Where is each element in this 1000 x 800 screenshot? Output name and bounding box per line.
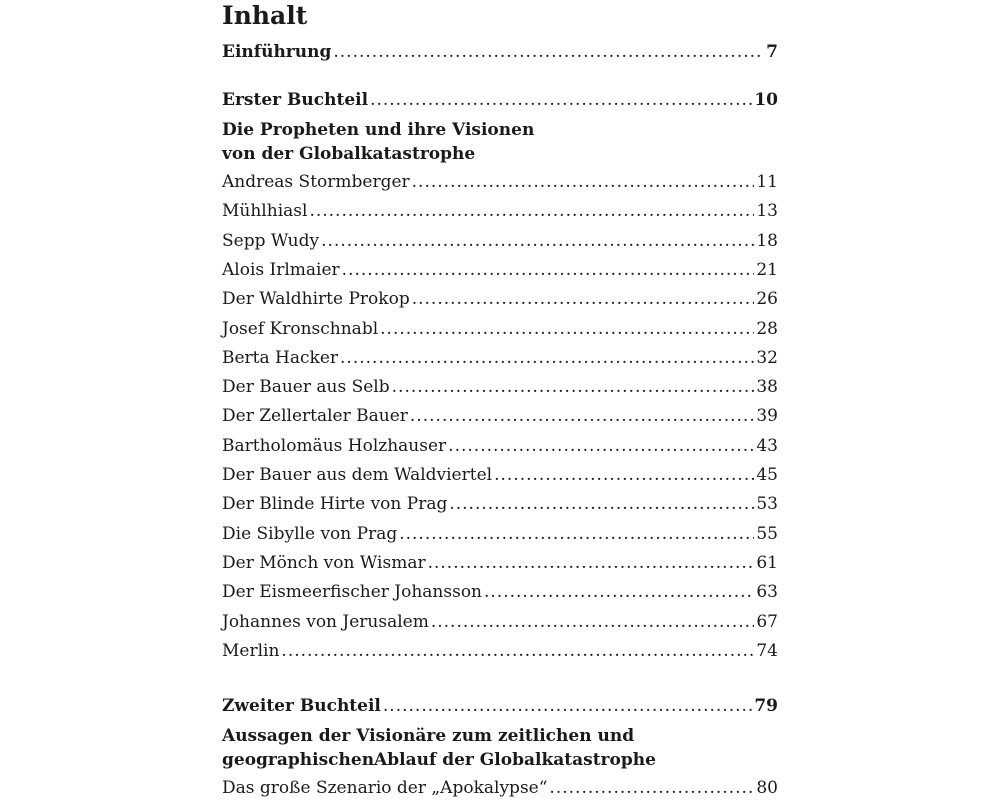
- toc-entry-page: 61: [756, 552, 778, 573]
- toc-entry-page: 67: [756, 611, 778, 632]
- toc-entry-label: Der Waldhirte Prokop: [222, 289, 410, 310]
- toc-entry-label: Der Bauer aus dem Waldviertel: [222, 465, 493, 485]
- toc-entry-page: 80: [756, 778, 778, 798]
- toc-entry-page: 43: [756, 435, 778, 456]
- leader-dots: [281, 640, 754, 662]
- section-subtitle: Die Propheten und ihre Visionen: [222, 120, 535, 140]
- leader-dots: [448, 435, 754, 457]
- toc-entry-page: 74: [756, 640, 778, 661]
- toc-entry-page: 63: [756, 582, 778, 603]
- toc-entry[interactable]: [222, 523, 778, 545]
- section-subtitle: geographischenAblauf der Globalkatastrophe: [222, 750, 656, 770]
- leader-dots: [383, 695, 752, 717]
- toc-entry-page: 55: [756, 523, 778, 544]
- section-subtitle: von der Globalkatastrophe: [222, 144, 476, 164]
- toc-entry-label: Zweiter Buchteil: [222, 696, 381, 716]
- toc-entry-label: Josef Kronschnabl: [222, 318, 379, 339]
- toc-entry-label: Andreas Stormberger: [222, 172, 410, 192]
- toc-entry[interactable]: [222, 347, 778, 369]
- toc-entry[interactable]: [222, 777, 778, 799]
- toc-entry-label: Die Sibylle von Prag: [222, 523, 398, 544]
- leader-dots: [431, 611, 755, 633]
- toc-entry-page: 53: [756, 494, 778, 515]
- toc-entry-part2[interactable]: [222, 695, 778, 717]
- section-subtitle: Aussagen der Visionäre zum zeitlichen und: [222, 726, 635, 746]
- toc-entry-label: Der Blinde Hirte von Prag: [222, 494, 448, 515]
- leader-dots: [380, 318, 754, 340]
- toc-entry-label: Einführung: [222, 42, 332, 62]
- toc-entry-page: 38: [756, 377, 778, 398]
- toc-entry-page: 10: [754, 90, 778, 110]
- page-title: Inhalt: [222, 1, 308, 30]
- leader-dots: [309, 200, 754, 222]
- leader-dots: [494, 464, 754, 486]
- toc-entry-label: Mühlhiasl: [222, 201, 308, 222]
- leader-dots: [412, 288, 755, 310]
- toc-entry[interactable]: [222, 318, 778, 340]
- leader-dots: [333, 41, 764, 63]
- toc-entry-page: 21: [756, 259, 778, 280]
- toc-entry-page: 18: [756, 230, 778, 251]
- toc-entry-page: 28: [756, 318, 778, 339]
- toc-entry-label: Berta Hacker: [222, 347, 339, 368]
- toc-entry-page: 45: [756, 465, 778, 485]
- leader-dots: [484, 581, 754, 603]
- toc-entry[interactable]: [222, 493, 778, 515]
- leader-dots: [370, 89, 752, 111]
- leader-dots: [342, 259, 755, 281]
- toc-entry[interactable]: [222, 552, 778, 574]
- toc-entry-label: Der Zellertaler Bauer: [222, 406, 408, 427]
- toc-entry-page: 7: [766, 42, 778, 62]
- toc-entry-label: Merlin: [222, 640, 280, 661]
- toc-entry-intro[interactable]: [222, 41, 778, 63]
- toc-entry[interactable]: [222, 288, 778, 310]
- leader-dots: [449, 493, 754, 515]
- toc-entry-label: Der Eismeerfischer Johansson: [222, 582, 482, 603]
- leader-dots: [392, 376, 755, 398]
- toc-entry-label: Johannes von Jerusalem: [222, 611, 429, 632]
- toc-entry[interactable]: [222, 611, 778, 633]
- toc-entry-page: 32: [756, 347, 778, 368]
- leader-dots: [321, 230, 754, 252]
- toc-entry[interactable]: [222, 405, 778, 427]
- leader-dots: [399, 523, 754, 545]
- toc-entry[interactable]: [222, 581, 778, 603]
- toc-entry-label: Das große Szenario der „Apokalypse“: [222, 778, 548, 798]
- toc-entry-label: Der Bauer aus Selb: [222, 377, 390, 398]
- toc-entry[interactable]: [222, 259, 778, 281]
- toc-entry-page: 79: [754, 696, 778, 716]
- toc-entry-label: Bartholomäus Holzhauser: [222, 435, 447, 456]
- toc-entry-label: Alois Irlmaier: [222, 259, 340, 280]
- toc-entry-label: Erster Buchteil: [222, 90, 369, 110]
- toc-entry[interactable]: [222, 464, 778, 486]
- toc-entry[interactable]: [222, 435, 778, 457]
- toc-entry-label: Sepp Wudy: [222, 230, 320, 251]
- toc-entry-page: 39: [756, 406, 778, 427]
- toc-entry[interactable]: [222, 640, 778, 662]
- toc-entry-label: Der Mönch von Wismar: [222, 552, 426, 573]
- leader-dots: [549, 777, 754, 799]
- toc-page: [222, 0, 778, 800]
- toc-entry[interactable]: [222, 200, 778, 222]
- toc-entry-page: 13: [756, 201, 778, 222]
- toc-entry-part1[interactable]: [222, 89, 778, 111]
- leader-dots: [412, 171, 755, 193]
- toc-entry[interactable]: [222, 171, 778, 193]
- leader-dots: [340, 347, 754, 369]
- toc-entry-page: 11: [756, 172, 778, 192]
- toc-entry[interactable]: [222, 376, 778, 398]
- leader-dots: [428, 552, 755, 574]
- toc-entry-page: 26: [756, 289, 778, 310]
- toc-entry[interactable]: [222, 230, 778, 252]
- leader-dots: [410, 405, 754, 427]
